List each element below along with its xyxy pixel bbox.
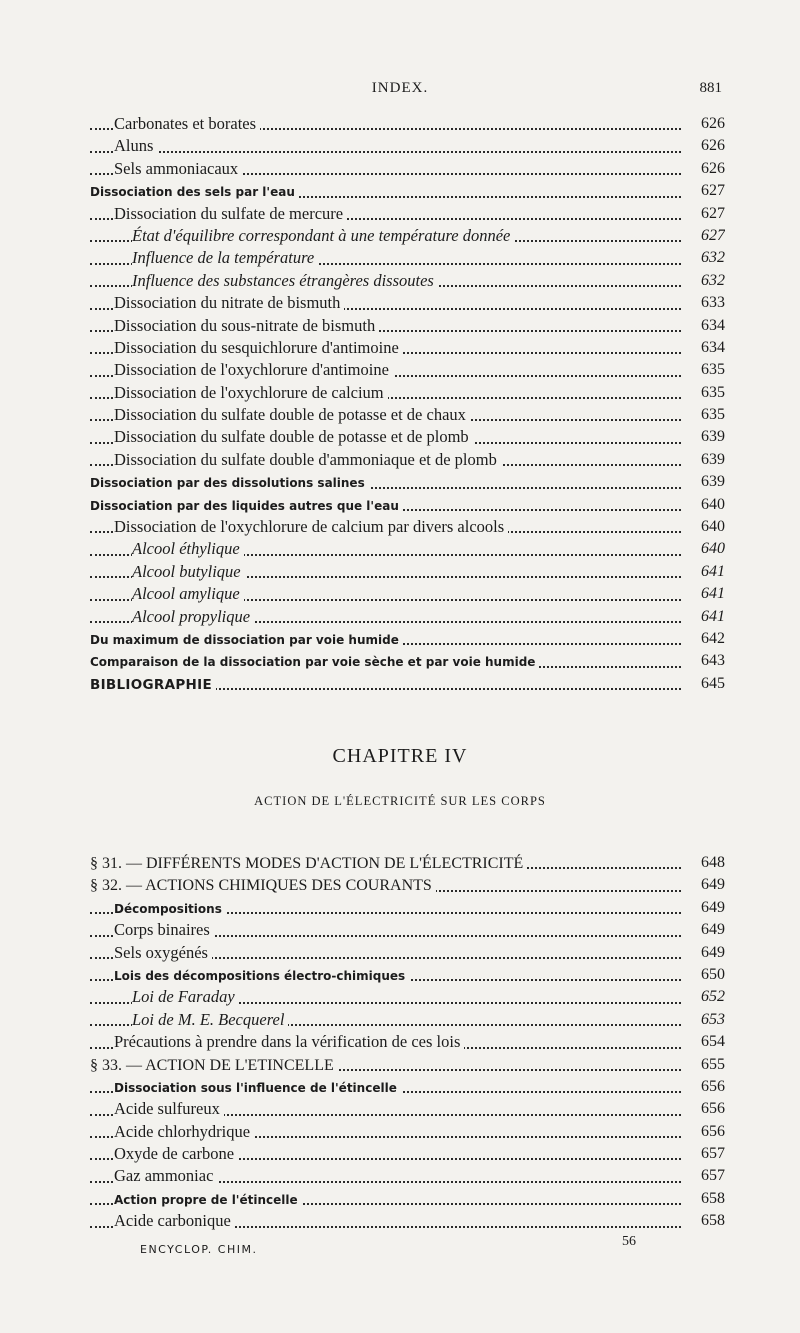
toc-entry — [90, 986, 725, 1008]
toc-entry-page: 627 — [697, 180, 725, 202]
toc-entry-page: 652 — [697, 986, 725, 1008]
toc-entry-page: 650 — [697, 964, 725, 986]
toc-entry — [90, 1009, 725, 1031]
toc-entry-page: 627 — [697, 225, 725, 247]
toc-entry-page: 643 — [697, 650, 725, 672]
toc-entry — [90, 1076, 725, 1098]
toc-entry — [90, 158, 725, 180]
toc-entry — [90, 516, 725, 538]
toc-entry-title: Loi de Faraday — [132, 987, 239, 1006]
toc-entry-page: 645 — [697, 673, 725, 695]
running-title: INDEX. — [371, 80, 429, 96]
toc-entry-page: 641 — [697, 583, 725, 605]
toc-entry — [90, 852, 725, 874]
toc-entry-title: Dissociation par des liquides autres que l'eau — [90, 499, 403, 513]
toc-entry-title: Dissociation du sous-nitrate de bismuth — [114, 316, 379, 335]
toc-entry-page: 656 — [697, 1098, 725, 1120]
toc-entry-page: 640 — [697, 516, 725, 538]
toc-entry — [90, 964, 725, 986]
toc-section-top — [90, 113, 725, 695]
toc-entry-title: Sels oxygénés — [114, 943, 212, 962]
toc-entry-page: 649 — [697, 897, 725, 919]
toc-entry-page: 655 — [697, 1054, 725, 1076]
toc-entry-page: 632 — [697, 247, 725, 269]
toc-entry — [90, 1031, 725, 1053]
chapter-title: CHAPITRE IV — [332, 745, 468, 767]
toc-entry-page: 632 — [697, 270, 725, 292]
toc-entry-title: Comparaison de la dissociation par voie sèche et par voie humide — [90, 655, 539, 669]
toc-entry-title: Dissociation de l'oxychlorure de calcium — [114, 383, 388, 402]
toc-entry-title: Acide sulfureux — [114, 1099, 224, 1118]
toc-entry-title: Dissociation du sulfate double d'ammoniaque et de plomb — [114, 450, 501, 469]
toc-entry — [90, 561, 725, 583]
toc-entry-page: 626 — [697, 135, 725, 157]
toc-entry-page: 634 — [697, 315, 725, 337]
toc-entry-title: Dissociation du sulfate double de potasse et de plomb — [114, 427, 473, 446]
toc-entry — [90, 1054, 725, 1076]
toc-section-bottom — [90, 852, 725, 1233]
toc-entry — [90, 404, 725, 426]
toc-entry — [90, 494, 725, 516]
toc-entry-title: Sels ammoniacaux — [114, 159, 242, 178]
toc-entry-page: 653 — [697, 1009, 725, 1031]
toc-entry-title: Dissociation sous l'influence de l'étincelle — [114, 1081, 401, 1095]
toc-entry-page: 656 — [697, 1121, 725, 1143]
toc-entry-title: Décompositions — [114, 902, 226, 916]
toc-entry — [90, 315, 725, 337]
toc-entry — [90, 1188, 725, 1210]
sheet-number: 56 — [622, 1234, 636, 1249]
toc-entry-title: Dissociation du nitrate de bismuth — [114, 293, 344, 312]
toc-entry-page: 635 — [697, 382, 725, 404]
toc-entry-page: 642 — [697, 628, 725, 650]
toc-entry-title: Dissociation de l'oxychlorure de calcium par divers alcools — [114, 517, 508, 536]
toc-entry — [90, 874, 725, 896]
toc-entry — [90, 426, 725, 448]
toc-entry — [90, 135, 725, 157]
toc-entry — [90, 471, 725, 493]
toc-entry-title: Aluns — [114, 136, 157, 155]
toc-entry-title: Dissociation du sulfate de mercure — [114, 204, 347, 223]
toc-entry — [90, 650, 725, 672]
toc-entry — [90, 583, 725, 605]
toc-entry — [90, 538, 725, 560]
toc-entry — [90, 449, 725, 471]
toc-entry-title: Dissociation de l'oxychlorure d'antimoine — [114, 360, 393, 379]
toc-entry — [90, 897, 725, 919]
toc-entry-page: 658 — [697, 1188, 725, 1210]
toc-entry-title: § 32. — ACTIONS CHIMIQUES DES COURANTS — [90, 877, 436, 894]
toc-entry — [90, 270, 725, 292]
toc-entry-title: Alcool amylique — [132, 584, 244, 603]
toc-entry-title: Gaz ammoniac — [114, 1166, 217, 1185]
toc-entry-page: 649 — [697, 919, 725, 941]
toc-entry-page: 657 — [697, 1165, 725, 1187]
toc-entry-title: Influence de la température — [132, 248, 318, 267]
toc-entry-page: 658 — [697, 1210, 725, 1232]
toc-entry-title: État d'équilibre correspondant à une température donnée — [132, 226, 514, 245]
toc-entry — [90, 919, 725, 941]
page-number: 881 — [699, 80, 722, 96]
toc-entry-page: 640 — [697, 494, 725, 516]
toc-entry-title: Dissociation du sulfate double de potasse et de chaux — [114, 405, 470, 424]
toc-entry — [90, 673, 725, 695]
toc-entry-page: 656 — [697, 1076, 725, 1098]
toc-entry-page: 633 — [697, 292, 725, 314]
toc-entry-page: 640 — [697, 538, 725, 560]
toc-entry — [90, 359, 725, 381]
toc-entry — [90, 382, 725, 404]
toc-entry — [90, 337, 725, 359]
toc-entry-title: Lois des décompositions électro-chimiques — [114, 969, 409, 983]
toc-entry-title: § 33. — ACTION DE L'ETINCELLE — [90, 1057, 338, 1074]
toc-entry-page: 639 — [697, 471, 725, 493]
toc-entry-title: Du maximum de dissociation par voie humide — [90, 633, 403, 647]
toc-entry — [90, 225, 725, 247]
toc-entry-page: 654 — [697, 1031, 725, 1053]
dot-leader — [90, 151, 681, 153]
toc-entry-title: Acide chlorhydrique — [114, 1122, 254, 1141]
toc-entry-title: Carbonates et borates — [114, 114, 260, 133]
toc-entry-page: 635 — [697, 359, 725, 381]
toc-entry-page: 641 — [697, 606, 725, 628]
toc-entry-title: Précautions à prendre dans la vérification de ces lois — [114, 1032, 464, 1051]
toc-entry-title: Corps binaires — [114, 920, 214, 939]
toc-entry-title: Dissociation du sesquichlorure d'antimoine — [114, 338, 403, 357]
toc-entry-page: 626 — [697, 158, 725, 180]
toc-entry-title: Influence des substances étrangères dissoutes — [132, 271, 438, 290]
toc-entry — [90, 247, 725, 269]
toc-entry-title: Acide carbonique — [114, 1211, 235, 1230]
toc-entry-title: Action propre de l'étincelle — [114, 1193, 302, 1207]
toc-entry-title: § 31. — DIFFÉRENTS MODES D'ACTION DE L'ÉLECTRICITÉ — [90, 855, 527, 872]
toc-entry-page: 627 — [697, 203, 725, 225]
chapter-subtitle: ACTION DE L'ÉLECTRICITÉ SUR LES CORPS — [254, 794, 546, 808]
toc-entry — [90, 292, 725, 314]
toc-entry — [90, 1210, 725, 1232]
toc-entry-title: Dissociation par des dissolutions salines — [90, 476, 369, 490]
toc-entry-page: 626 — [697, 113, 725, 135]
toc-entry — [90, 1121, 725, 1143]
toc-entry-title: Oxyde de carbone — [114, 1144, 238, 1163]
toc-entry-title: Alcool éthylique — [132, 539, 244, 558]
toc-entry-page: 634 — [697, 337, 725, 359]
signature-mark: ENCYCLOP. CHIM. — [140, 1243, 258, 1256]
toc-entry — [90, 113, 725, 135]
toc-entry — [90, 942, 725, 964]
toc-entry-page: 649 — [697, 874, 725, 896]
toc-entry-title: Alcool propylique — [132, 607, 254, 626]
toc-entry-page: 649 — [697, 942, 725, 964]
toc-entry — [90, 180, 725, 202]
toc-entry-page: 639 — [697, 449, 725, 471]
toc-entry — [90, 628, 725, 650]
toc-entry-page: 639 — [697, 426, 725, 448]
toc-entry-page: 648 — [697, 852, 725, 874]
toc-entry-title: BIBLIOGRAPHIE — [90, 677, 216, 693]
toc-entry-title: Dissociation des sels par l'eau — [90, 185, 299, 199]
toc-entry — [90, 1143, 725, 1165]
toc-entry — [90, 203, 725, 225]
toc-entry-title: Alcool butylique — [132, 562, 245, 581]
toc-entry-title: Loi de M. E. Becquerel — [132, 1010, 288, 1029]
toc-entry — [90, 1165, 725, 1187]
toc-entry-page: 657 — [697, 1143, 725, 1165]
toc-entry-page: 641 — [697, 561, 725, 583]
toc-entry — [90, 1098, 725, 1120]
toc-entry-page: 635 — [697, 404, 725, 426]
toc-entry — [90, 606, 725, 628]
